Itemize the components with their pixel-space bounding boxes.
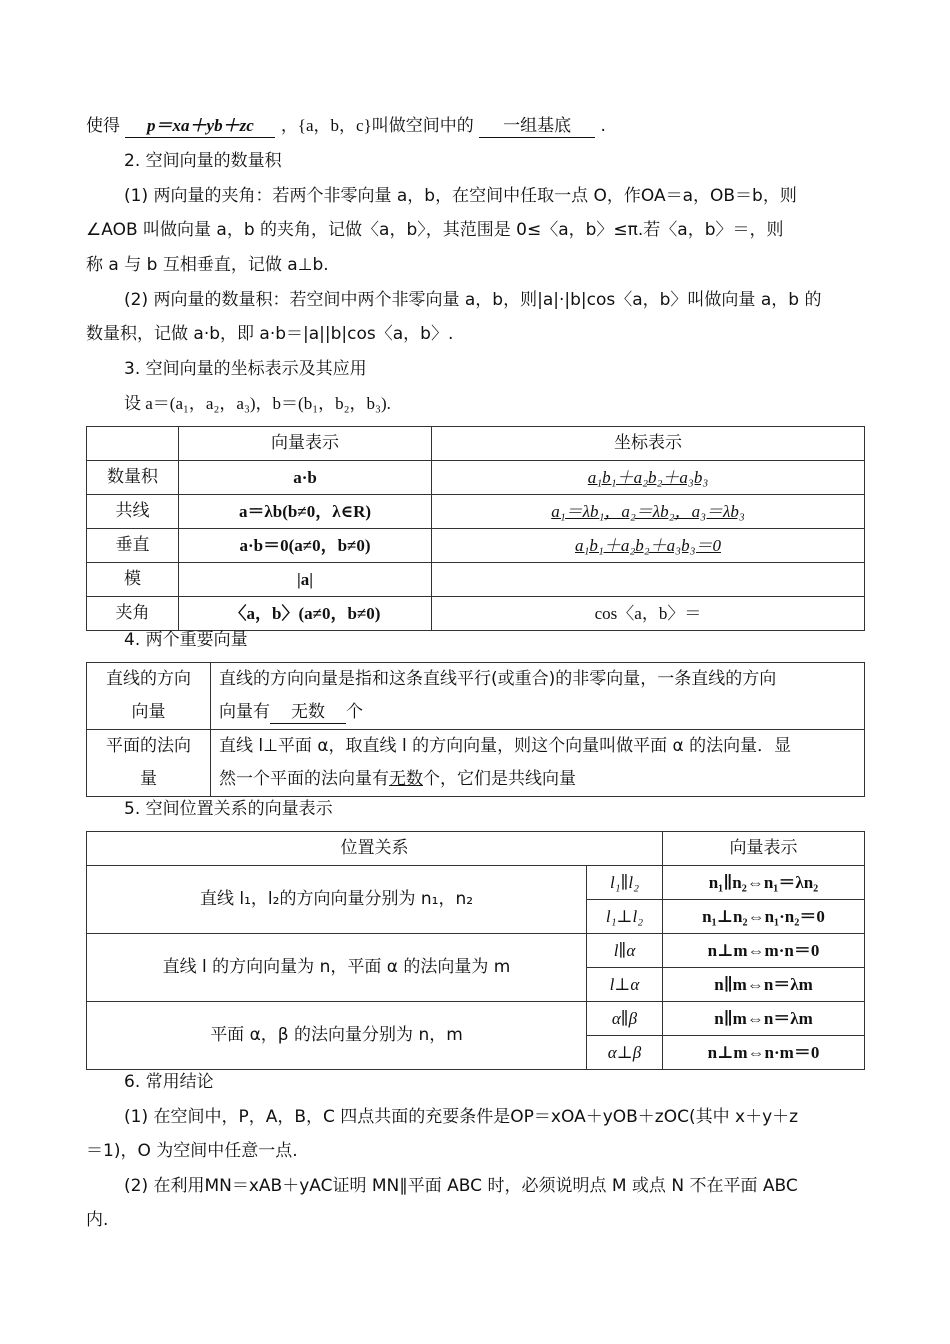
dot-product-line-1: (2) 两向量的数量积：若空间中两个非零向量 a，b，则|a|·|b|cos〈a，b〉叫做向量 a，b 的 xyxy=(124,290,822,310)
vector-form: 〈a，b〉(a≠0，b≠0) xyxy=(179,597,432,631)
text-fragment: 向量有 xyxy=(219,702,270,722)
conclusion-line-1: (1) 在空间中，P，A，B，C 四点共面的充要条件是OP＝xOA＋yOB＋zOC(其中 x＋y＋z xyxy=(124,1107,799,1127)
table-header-cell: 向量表示 xyxy=(663,832,865,866)
answer-blank: 一组基底 xyxy=(479,115,595,138)
row-label: 模 xyxy=(87,563,179,597)
relation-description: 直线 l₁，l₂的方向向量分别为 n₁，n₂ xyxy=(87,866,587,934)
table-row xyxy=(87,563,865,597)
table-header-row xyxy=(87,427,865,461)
row-label-line: 平面的法向 xyxy=(106,736,191,756)
conclusion-line-2: ＝1)，O 为空间中任意一点. xyxy=(86,1141,298,1161)
relation-description: 平面 α，β 的法向量分别为 n，m xyxy=(87,1002,587,1070)
coordinate-form: a₁＝λb₁，a₂＝λb₂，a₃＝λb₃ xyxy=(432,495,865,529)
table-header-cell xyxy=(87,427,179,461)
angle-definition-line-3: 称 a 与 b 互相垂直，记做 a⊥b. xyxy=(86,255,329,275)
row-label xyxy=(87,663,211,730)
section-heading-4: 4. 两个重要向量 xyxy=(124,630,248,650)
relation-symbol: α⊥β xyxy=(587,1036,663,1070)
relation-description: 直线 l 的方向向量为 n，平面 α 的法向量为 m xyxy=(87,934,587,1002)
row-label: 数量积 xyxy=(87,461,179,495)
text-fragment: 使得 xyxy=(86,116,120,136)
definition-line: 直线 l⊥平面 α，取直线 l 的方向向量，则这个向量叫做平面 α 的法向量．显 xyxy=(219,736,792,756)
section-heading-3: 3. 空间向量的坐标表示及其应用 xyxy=(124,359,367,379)
text-fragment: ，{a，b，c}叫做空间中的 xyxy=(280,116,474,135)
direction-vector-definition xyxy=(211,663,865,730)
coordinate-table xyxy=(86,426,865,631)
conclusion-line-4: 内. xyxy=(86,1210,109,1230)
section-heading-6: 6. 常用结论 xyxy=(124,1072,214,1092)
definition-line: 直线的方向向量是指和这条直线平行(或重合)的非零向量，一条直线的方向 xyxy=(219,669,777,689)
table-row xyxy=(87,730,865,797)
table-row xyxy=(87,866,865,900)
relation-symbol: l∥α xyxy=(587,934,663,968)
table-row xyxy=(87,1002,865,1036)
answer-underline: 无数 xyxy=(389,769,423,789)
text-fragment: 然一个平面的法向量有 xyxy=(219,769,389,789)
vector-representation: n₁∥n₂⇔n₁＝λn₂ xyxy=(663,866,865,900)
coordinate-form xyxy=(432,563,865,597)
vector-form: a＝λb(b≠0，λ∈R) xyxy=(179,495,432,529)
text-fragment: 个 xyxy=(346,702,363,722)
vector-representation: n∥m⇔n＝λm xyxy=(663,1002,865,1036)
basis-sentence xyxy=(86,114,864,138)
relation-symbol: l₁∥l₂ xyxy=(587,866,663,900)
normal-vector-definition xyxy=(211,730,865,797)
table-row xyxy=(87,663,865,730)
definition-line xyxy=(219,763,856,796)
relation-symbol: α∥β xyxy=(587,1002,663,1036)
position-relation-table xyxy=(86,831,865,1070)
definition-line xyxy=(219,696,856,729)
important-vectors-table xyxy=(86,662,865,797)
conclusion-line-3: (2) 在利用MN＝xAB＋yAC证明 MN∥平面 ABC 时，必须说明点 M 或点 N 不在平面 ABC xyxy=(124,1176,798,1196)
row-label: 夹角 xyxy=(87,597,179,631)
table-row xyxy=(87,461,865,495)
dot-product-line-2: 数量积，记做 a·b，即 a·b＝|a||b|cos〈a，b〉. xyxy=(86,324,454,344)
table-row xyxy=(87,934,865,968)
vector-form: |a| xyxy=(179,563,432,597)
angle-definition-line-1: (1) 两向量的夹角：若两个非零向量 a，b，在空间中任取一点 O，作OA＝a，OB＝b，则 xyxy=(124,186,797,206)
angle-definition-line-2: ∠AOB 叫做向量 a，b 的夹角，记做〈a，b〉，其范围是 0≤〈a，b〉≤π.若〈a，b〉＝，则 xyxy=(86,220,784,240)
vector-representation: n⊥m⇔n·m＝0 xyxy=(663,1036,865,1070)
row-label-line: 量 xyxy=(140,769,157,789)
vector-representation: n⊥m⇔m·n＝0 xyxy=(663,934,865,968)
row-label: 垂直 xyxy=(87,529,179,563)
section-heading-2: 2. 空间向量的数量积 xyxy=(124,151,282,171)
table-row xyxy=(87,529,865,563)
coordinate-form: a₁b₁＋a₂b₂＋a₃b₃ xyxy=(432,461,865,495)
section-heading-5: 5. 空间位置关系的向量表示 xyxy=(124,799,333,819)
table-row xyxy=(87,495,865,529)
row-label xyxy=(87,730,211,797)
answer-blank: p＝xa＋yb＋zc xyxy=(125,115,275,138)
relation-symbol: l₁⊥l₂ xyxy=(587,900,663,934)
table-header-cell: 位置关系 xyxy=(87,832,663,866)
vector-representation: n₁⊥n₂⇔n₁·n₂＝0 xyxy=(663,900,865,934)
coordinate-form: cos〈a，b〉＝ xyxy=(432,597,865,631)
vector-representation: n∥m⇔n＝λm xyxy=(663,968,865,1002)
text-fragment: . xyxy=(600,116,606,136)
coordinate-setup: 设 a＝(a₁，a₂，a₃)，b＝(b₁，b₂，b₃). xyxy=(124,394,391,413)
row-label: 共线 xyxy=(87,495,179,529)
coordinate-form: a₁b₁＋a₂b₂＋a₃b₃＝0 xyxy=(432,529,865,563)
text-fragment: 个，它们是共线向量 xyxy=(423,769,576,789)
vector-form: a·b＝0(a≠0，b≠0) xyxy=(179,529,432,563)
table-row xyxy=(87,597,865,631)
relation-symbol: l⊥α xyxy=(587,968,663,1002)
row-label-line: 直线的方向 xyxy=(106,669,191,689)
table-header-cell: 向量表示 xyxy=(179,427,432,461)
vector-form: a·b xyxy=(179,461,432,495)
row-label-line: 向量 xyxy=(131,702,166,722)
table-header-cell: 坐标表示 xyxy=(432,427,865,461)
table-header-row xyxy=(87,832,865,866)
answer-blank: 无数 xyxy=(270,701,346,724)
